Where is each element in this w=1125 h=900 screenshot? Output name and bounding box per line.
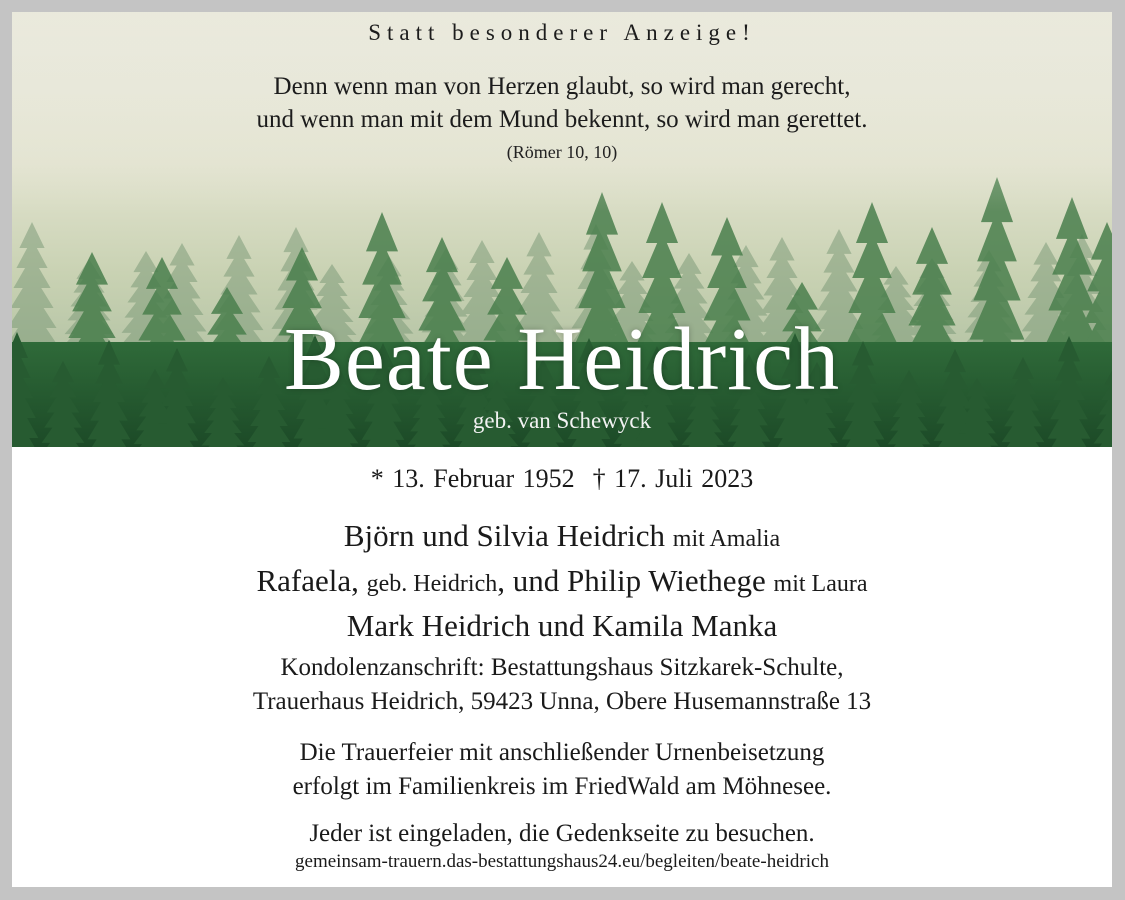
- obituary-notice: [12, 12, 1112, 887]
- mourners: [12, 515, 1112, 646]
- invitation-text: Jeder ist eingeladen, die Gedenkseite zu besuchen.: [309, 820, 815, 847]
- mourner-child: mit Laura: [773, 571, 868, 597]
- condolence-line-2: Trauerhaus Heidrich, 59423 Unna, Obere Husemannstraße 13: [252, 688, 872, 715]
- mourner-line-1: [12, 515, 1112, 560]
- verse-line-2: und wenn man mit dem Mund bekennt, so wird man gerettet.: [256, 106, 868, 133]
- life-dates: [12, 464, 1112, 494]
- mourner-line-3: [12, 605, 1112, 646]
- mourner-child: mit Amalia: [672, 526, 781, 552]
- verse-reference: (Römer 10, 10): [506, 142, 618, 162]
- birth-date: * 13. Februar 1952: [370, 464, 575, 493]
- mourner-names: und Philip Wiethege: [512, 563, 766, 598]
- birth-name: geb. van Schewyck: [472, 408, 652, 433]
- funeral-info: [12, 736, 1112, 804]
- death-date: † 17. Juli 2023: [592, 464, 754, 493]
- mourner-maiden-name: geb. Heidrich: [366, 571, 498, 597]
- condolence-line-1: Kondolenzanschrift: Bestattungshaus Sitzkarek-Schulte,: [280, 654, 844, 681]
- memorial-page-link[interactable]: gemeinsam-trauern.das-bestattungshaus24.eu/begleiten/beate-heidrich: [295, 851, 829, 872]
- deceased-name: Beate Heidrich: [283, 310, 841, 409]
- bible-verse: [12, 70, 1112, 136]
- forest-banner: [12, 12, 1112, 447]
- notice-heading: Statt besonderer Anzeige!: [368, 20, 756, 45]
- funeral-line-2: erfolgt im Familienkreis im FriedWald am Möhnesee.: [292, 773, 832, 800]
- mourner-names: Björn und Silvia Heidrich: [343, 518, 666, 553]
- mourner-names: Mark Heidrich und Kamila Manka: [346, 608, 778, 643]
- mourner-line-2: Rafaela, geb. Heidrich, und Philip Wiethege mit Laura: [256, 563, 868, 598]
- mourner-name: Rafaela: [256, 563, 352, 598]
- condolence-address: [12, 651, 1112, 719]
- funeral-line-1: Die Trauerfeier mit anschließender Urnenbeisetzung: [299, 739, 825, 766]
- verse-line-1: Denn wenn man von Herzen glaubt, so wird man gerecht,: [273, 73, 851, 100]
